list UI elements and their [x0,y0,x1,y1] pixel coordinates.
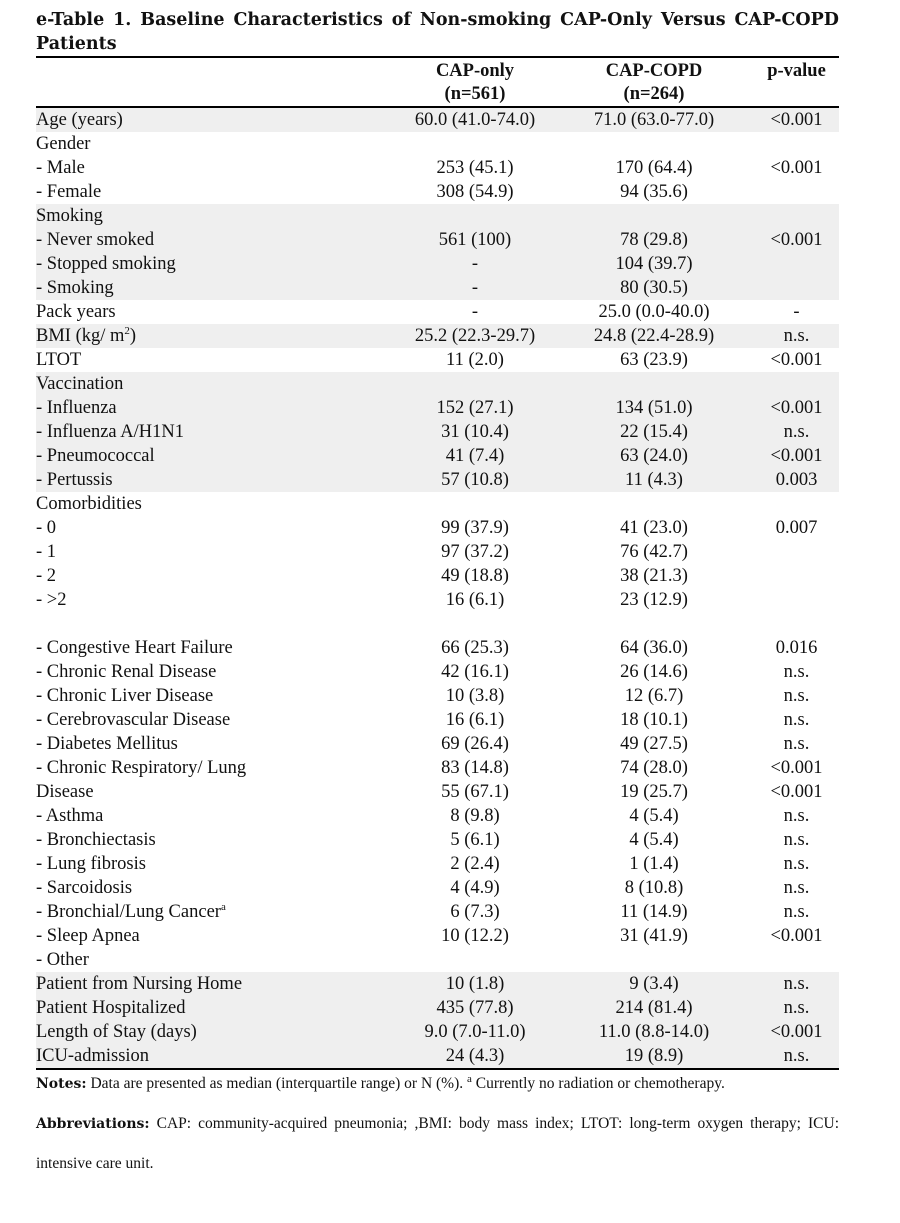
row-label [36,900,396,924]
table-row [36,252,839,276]
row-label [36,636,396,660]
row-label-text: - Bronchiectasis [36,830,156,850]
table-row [36,756,839,780]
p-value: <0.001 [770,758,823,778]
p-value: n.s. [783,902,810,922]
p-value: 0.007 [775,518,818,538]
row-label [36,492,396,516]
cap-copd-value: 63 (24.0) [554,444,754,468]
cap-copd-value: 8 (10.8) [624,878,684,898]
p-value: <0.001 [770,926,823,946]
cap-only-value: 152 (27.1) [396,396,554,420]
cap-copd-value: 9 (3.4) [554,972,754,996]
table-row [36,204,839,228]
cap-copd-value [554,612,754,636]
row-label-suffix: ) [129,326,137,346]
row-label-text: Disease [36,782,94,802]
table-row [36,156,839,180]
cap-copd-value: 71.0 (63.0-77.0) [554,107,754,132]
table-row [36,852,839,876]
row-label-text: - Smoking [36,278,114,298]
cap-only-value: 16 (6.1) [445,590,505,610]
row-label-text: - Pertussis [36,470,113,490]
row-label [36,948,396,972]
row-label-text: - Pneumococcal [36,446,155,466]
row-label-text: Gender [36,134,91,154]
p-value: n.s. [783,710,810,730]
cap-only-value: 561 (100) [396,228,554,252]
table-row [36,1020,839,1044]
cap-copd-value: 63 (23.9) [620,350,688,370]
cap-copd-value: 49 (27.5) [620,734,688,754]
row-label-text: Comorbidities [36,494,142,514]
row-label-text: - Influenza [36,398,117,418]
table-row [36,900,839,924]
cap-copd-value: 18 (10.1) [620,710,688,730]
table-row [36,972,839,996]
p-value [754,372,839,396]
table-row [36,636,839,660]
row-label-text: - Lung fibrosis [36,854,146,874]
cap-only-value: 9.0 (7.0-11.0) [396,1020,554,1044]
row-label-text: - Never smoked [36,230,155,250]
p-value: n.s. [783,686,810,706]
table-row [36,107,839,132]
table-row [36,876,839,900]
cap-only-value: 99 (37.9) [441,518,509,538]
cap-copd-value: 1 (1.4) [629,854,679,874]
table-row [36,300,839,324]
p-value: n.s. [754,324,839,348]
row-label-text: - >2 [36,590,67,610]
cap-copd-value: 4 (5.4) [629,806,679,826]
cap-copd-value: 12 (6.7) [624,686,684,706]
document [36,8,839,1184]
cap-only-value: 10 (3.8) [445,686,505,706]
cap-only-value: 10 (1.8) [396,972,554,996]
table-row [36,996,839,1020]
cap-copd-value: 76 (42.7) [620,542,688,562]
cap-only-value: 83 (14.8) [441,758,509,778]
cap-copd-value: 4 (5.4) [629,830,679,850]
row-label [36,180,396,204]
cap-only-value: 11 (2.0) [446,350,504,370]
header-cap-only-n: (n=561) [444,84,506,104]
row-label-text: - Asthma [36,806,104,826]
row-label [36,324,396,348]
cap-only-value: 69 (26.4) [441,734,509,754]
cap-copd-value: 11 (14.9) [620,902,688,922]
cap-copd-value: 38 (21.3) [620,566,688,586]
table-row [36,540,839,564]
row-label [36,540,396,564]
p-value: - [793,302,800,322]
row-label [36,612,396,636]
row-label [36,132,396,156]
table-row [36,180,839,204]
row-label [36,372,396,396]
row-label [36,348,396,372]
table-row [36,732,839,756]
cap-only-value: 10 (12.2) [441,926,509,946]
row-label [36,444,396,468]
p-value: 0.016 [775,638,818,658]
row-label [36,156,396,180]
cap-copd-value: 31 (41.9) [620,926,688,946]
row-label-text: Patient from Nursing Home [36,974,243,994]
row-label [36,852,396,876]
row-label [36,972,396,996]
p-value: n.s. [754,1044,839,1069]
row-label [36,468,396,492]
row-label [36,1020,396,1044]
cap-copd-value: 80 (30.5) [554,276,754,300]
row-label-text: - 1 [36,542,57,562]
row-label [36,804,396,828]
row-label-text: - Bronchial/Lung Cancer [36,902,221,922]
row-label [36,708,396,732]
cap-only-value: 8 (9.8) [450,806,500,826]
p-value: n.s. [754,420,839,444]
table-row [36,804,839,828]
baseline-table [36,58,839,1070]
p-value [754,492,839,516]
row-label-text: - Female [36,182,102,202]
notes-footnote-mark: a [467,1072,472,1085]
header-cap-only-name: CAP-only [435,61,515,81]
notes-text: Data are presented as median (interquartile range) or N (%). [86,1075,467,1092]
table-row [36,444,839,468]
row-label [36,996,396,1020]
cap-only-value [396,948,554,972]
row-label [36,684,396,708]
cap-only-value: 6 (7.3) [450,902,500,922]
row-label-text: - Diabetes Mellitus [36,734,178,754]
row-label [36,876,396,900]
row-label [36,276,396,300]
row-label-text: - Influenza A/H1N1 [36,422,184,442]
cap-copd-value [554,948,754,972]
table-notes [36,1074,839,1094]
row-label [36,756,396,780]
p-value: <0.001 [754,1020,839,1044]
row-label-text: - Sarcoidosis [36,878,133,898]
cap-only-value: 42 (16.1) [441,662,509,682]
cap-only-value: 66 (25.3) [441,638,509,658]
cap-only-value: 308 (54.9) [436,182,514,202]
p-value [754,204,839,228]
row-label-superscript: a [220,900,226,913]
p-value: <0.001 [754,107,839,132]
row-label-text: - Sleep Apnea [36,926,140,946]
cap-copd-value: 25.0 (0.0-40.0) [598,302,710,322]
table-header [36,58,839,107]
p-value: <0.001 [770,158,823,178]
table-row [36,492,839,516]
p-value: <0.001 [770,350,823,370]
row-label-text: Age (years) [36,110,123,130]
p-value: n.s. [754,972,839,996]
cap-copd-value: 134 (51.0) [554,396,754,420]
cap-only-value: 25.2 (22.3-29.7) [396,324,554,348]
cap-copd-value: 22 (15.4) [554,420,754,444]
cap-only-value: 4 (4.9) [450,878,500,898]
cap-copd-value [554,372,754,396]
row-label-text: - Chronic Renal Disease [36,662,217,682]
row-label-text: ICU-admission [36,1046,150,1066]
table-row [36,1044,839,1069]
row-label-text: Vaccination [36,374,124,394]
row-label-text: Smoking [36,206,103,226]
p-value [754,180,839,204]
p-value [754,948,839,972]
cap-only-value: 60.0 (41.0-74.0) [396,107,554,132]
cap-copd-value: 26 (14.6) [620,662,688,682]
cap-copd-value [554,492,754,516]
row-label [36,228,396,252]
abbreviations-label: Abbreviations: [36,1116,150,1132]
table-row [36,660,839,684]
row-label [36,732,396,756]
cap-only-value: 253 (45.1) [436,158,514,178]
p-value [754,252,839,276]
cap-only-value: 5 (6.1) [450,830,500,850]
p-value: <0.001 [754,396,839,420]
p-value [754,588,839,612]
notes-label: Notes: [36,1076,87,1092]
notes-footnote-text: Currently no radiation or chemotherapy. [471,1075,725,1092]
header-label-cell [36,58,396,107]
table-row [36,228,839,252]
cap-copd-value: 94 (35.6) [620,182,688,202]
row-label-text: - Cerebrovascular Disease [36,710,231,730]
cap-copd-value: 64 (36.0) [620,638,688,658]
cap-copd-value [554,132,754,156]
row-label-text: - Chronic Respiratory/ Lung [36,758,247,778]
cap-copd-value: 214 (81.4) [554,996,754,1020]
row-label [36,924,396,948]
cap-only-value: 57 (10.8) [396,468,554,492]
row-label [36,420,396,444]
table-row [36,564,839,588]
row-label-text: - Male [36,158,85,178]
row-label [36,396,396,420]
row-label [36,516,396,540]
p-value: <0.001 [754,444,839,468]
row-label-text: LTOT [36,350,82,370]
table-row [36,516,839,540]
row-label-text: - 2 [36,566,57,586]
cap-copd-value: 74 (28.0) [620,758,688,778]
cap-copd-value: 19 (25.7) [620,782,688,802]
cap-copd-value: 23 (12.9) [620,590,688,610]
table-row [36,324,839,348]
row-label-text: - Stopped smoking [36,254,176,274]
cap-only-value: - [471,302,479,322]
table-title: e-Table 1. Baseline Characteristics of Non-smoking CAP-Only Versus CAP-COPD Patients [36,10,839,54]
row-label [36,300,396,324]
table-row [36,708,839,732]
p-value [754,540,839,564]
table-row [36,780,839,804]
p-value: 0.003 [754,468,839,492]
row-label-text: - Chronic Liver Disease [36,686,214,706]
row-label-text: - 0 [36,518,57,538]
cap-copd-value: 170 (64.4) [615,158,693,178]
p-value [754,612,839,636]
header-cap-only [396,58,554,107]
table-row [36,420,839,444]
table-row [36,924,839,948]
cap-only-value: 2 (2.4) [450,854,500,874]
cap-only-value: 16 (6.1) [445,710,505,730]
p-value: <0.001 [754,228,839,252]
row-label [36,252,396,276]
cap-copd-value: 104 (39.7) [554,252,754,276]
row-label [36,564,396,588]
header-cap-copd-name: CAP-COPD [605,61,703,81]
p-value: <0.001 [770,782,823,802]
header-cap-copd [554,58,754,107]
p-value: n.s. [783,830,810,850]
p-value: n.s. [754,996,839,1020]
cap-only-value [396,204,554,228]
row-label [36,588,396,612]
table-row [36,396,839,420]
cap-copd-value: 11 (4.3) [554,468,754,492]
cap-copd-value: 78 (29.8) [554,228,754,252]
table-row [36,588,839,612]
cap-only-value: 41 (7.4) [396,444,554,468]
cap-only-value: - [396,276,554,300]
cap-only-value: 24 (4.3) [396,1044,554,1069]
header-p-value: p-value [767,61,826,81]
cap-only-value [396,132,554,156]
cap-copd-value [554,204,754,228]
cap-only-value: 97 (37.2) [441,542,509,562]
row-label [36,828,396,852]
row-label-text: Patient Hospitalized [36,998,186,1018]
row-label [36,660,396,684]
cap-only-value [396,492,554,516]
row-label [36,1044,396,1069]
table-row [36,948,839,972]
cap-only-value: 49 (18.8) [441,566,509,586]
p-value [754,564,839,588]
cap-copd-value: 41 (23.0) [620,518,688,538]
cap-only-value [396,612,554,636]
p-value: n.s. [783,854,810,874]
p-value [754,132,839,156]
table-row [36,468,839,492]
cap-copd-value: 24.8 (22.4-28.9) [554,324,754,348]
p-value: n.s. [783,878,810,898]
cap-copd-value: 11.0 (8.8-14.0) [554,1020,754,1044]
row-label [36,107,396,132]
table-row [36,684,839,708]
p-value [754,276,839,300]
table-row [36,132,839,156]
cap-only-value: 55 (67.1) [441,782,509,802]
table-row [36,276,839,300]
cap-only-value: 31 (10.4) [396,420,554,444]
table-row [36,612,839,636]
row-label-text: Length of Stay (days) [36,1022,197,1042]
cap-only-value: - [396,252,554,276]
table-body [36,107,839,1069]
table-row [36,348,839,372]
row-label-text: - Congestive Heart Failure [36,638,233,658]
row-label-superscript: 2 [124,324,130,337]
row-label-text: - Other [36,950,89,970]
cap-only-value [396,372,554,396]
abbreviations [36,1104,839,1184]
row-label-text: BMI (kg/ m [36,326,125,346]
cap-only-value: 435 (77.8) [396,996,554,1020]
header-cap-copd-n: (n=264) [623,84,685,104]
p-value: n.s. [783,806,810,826]
p-value: n.s. [783,734,810,754]
table-row [36,372,839,396]
row-label [36,204,396,228]
table-row [36,828,839,852]
p-value: n.s. [783,662,810,682]
cap-copd-value: 19 (8.9) [554,1044,754,1069]
row-label [36,780,396,804]
abbreviations-text: CAP: community-acquired pneumonia; ,BMI: body mass index; LTOT: long-term oxygen therapy; ICU: intensive care unit. [36,1115,839,1172]
row-label-text: Pack years [36,302,116,322]
